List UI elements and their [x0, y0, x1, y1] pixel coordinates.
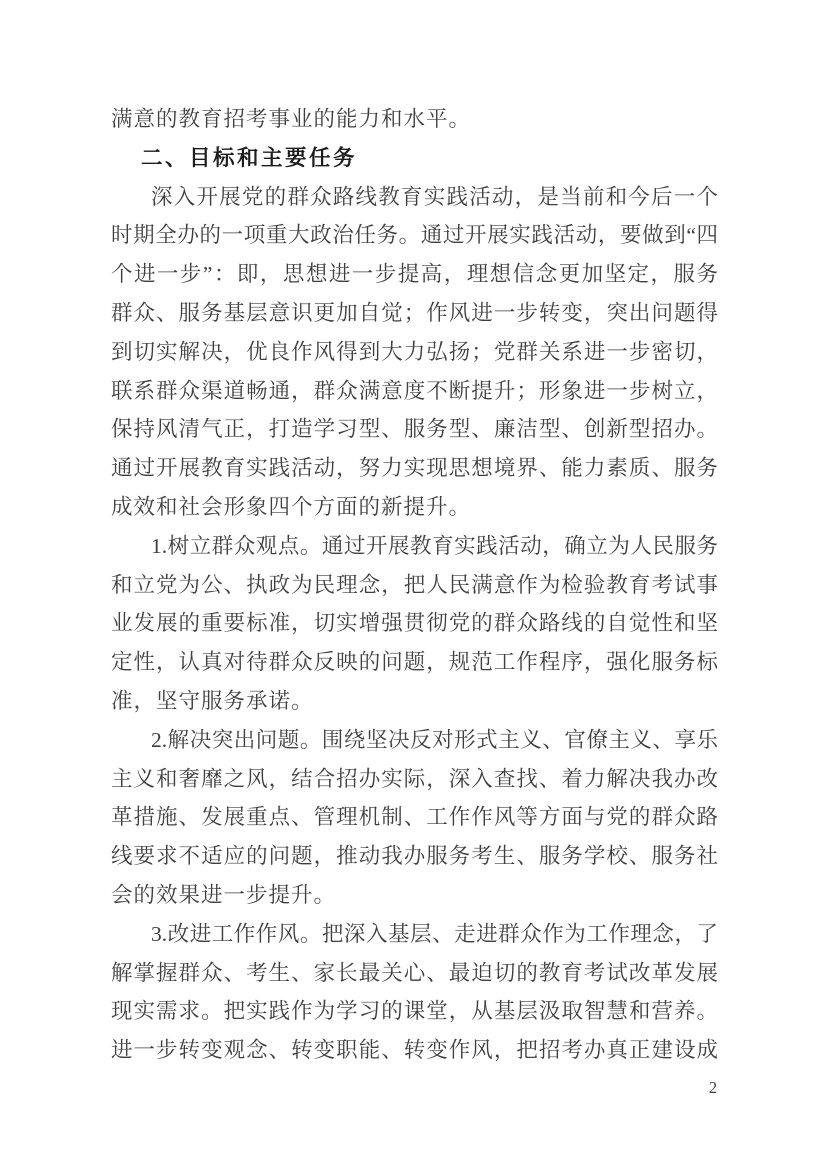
text-line: 时期全办的一项重大政治任务。通过开展实践活动，要做到“四: [111, 223, 718, 248]
text-line: 主义和奢靡之风，结合招办实际，深入查找、着力解决我办改: [111, 766, 718, 791]
text-line: 定性，认真对待群众反映的问题，规范工作程序，强化服务标: [111, 650, 718, 675]
text-line: 准，坚守服务承诺。: [111, 688, 314, 713]
text-line: 联系群众渠道畅通，群众满意度不断提升；形象进一步树立，: [111, 378, 718, 403]
text-line: 进一步转变观念、转变职能、转变作风，把招考办真正建设成: [111, 1038, 718, 1063]
text-line: 2.解决突出问题。围绕坚决反对形式主义、官僚主义、享乐: [151, 727, 718, 752]
text-line: 保持风清气正，打造学习型、服务型、廉洁型、创新型招办。: [111, 417, 718, 442]
text-line: 深入开展党的群众路线教育实践活动，是当前和今后一个: [151, 184, 718, 209]
text-line: 和立党为公、执政为民理念，把人民满意作为检验教育考试事: [111, 572, 718, 597]
section-heading: 二、目标和主要任务: [141, 145, 358, 170]
text-line: 群众、服务基层意识更加自觉；作风进一步转变，突出问题得: [111, 300, 718, 325]
text-line: 个进一步”：即，思想进一步提高，理想信念更加坚定，服务: [111, 262, 718, 287]
text-line: 革措施、发展重点、管理机制、工作作风等方面与党的群众路: [111, 805, 718, 830]
text-line: 3.改进工作作风。把深入基层、走进群众作为工作理念，了: [151, 921, 718, 946]
text-line: 成效和社会形象四个方面的新提升。: [111, 494, 472, 519]
text-line: 满意的教育招考事业的能力和水平。: [111, 107, 472, 131]
text-line: 到切实解决，优良作风得到大力弘扬；党群关系进一步密切，: [111, 339, 718, 364]
document-body: [111, 100, 718, 1070]
text-line: 会的效果进一步提升。: [111, 882, 337, 907]
text-line: 现实需求。把实践作为学习的课堂，从基层汲取智慧和营养。: [111, 999, 718, 1024]
text-line: 通过开展教育实践活动，努力实现思想境界、能力素质、服务: [111, 456, 718, 481]
text-line: 1.树立群众观点。通过开展教育实践活动，确立为人民服务: [151, 533, 718, 558]
page-number: 2: [708, 1078, 718, 1097]
text-line: 解掌握群众、考生、家长最关心、最迫切的教育考试改革发展: [111, 960, 718, 985]
text-line: 线要求不适应的问题，推动我办服务考生、服务学校、服务社: [111, 844, 718, 869]
text-line: 业发展的重要标准，切实增强贯彻党的群众路线的自觉性和坚: [111, 611, 718, 636]
